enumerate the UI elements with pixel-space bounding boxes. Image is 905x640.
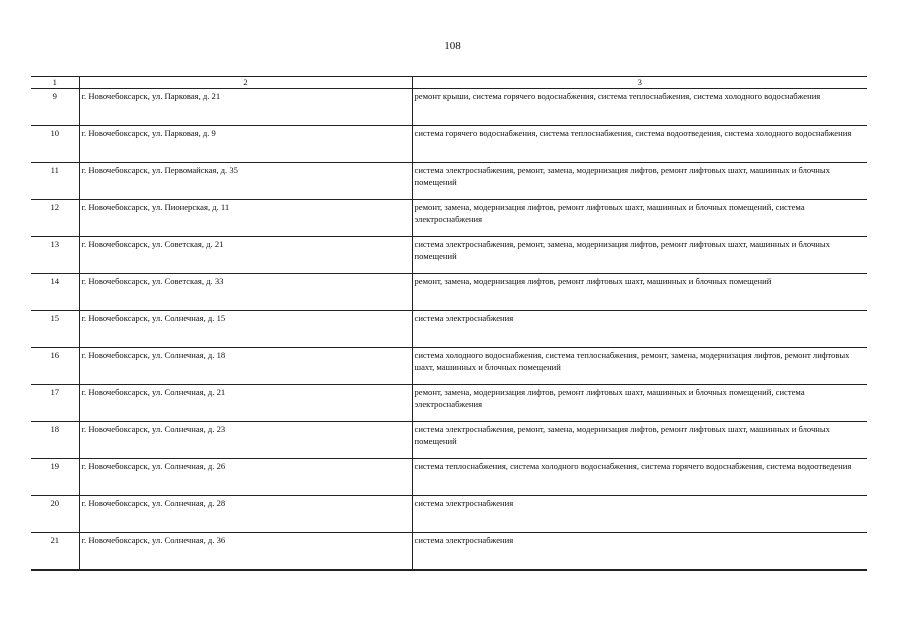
row-address: г. Новочебоксарск, ул. Солнечная, д. 36 bbox=[79, 533, 412, 570]
row-number: 18 bbox=[31, 422, 79, 459]
row-number: 11 bbox=[31, 163, 79, 200]
row-address: г. Новочебоксарск, ул. Первомайская, д. 35 bbox=[79, 163, 412, 200]
row-number: 10 bbox=[31, 126, 79, 163]
row-works: ремонт, замена, модернизация лифтов, ремонт лифтовых шахт, машинных и блочных помещений, система электроснабжения bbox=[412, 200, 867, 237]
row-address: г. Новочебоксарск, ул. Солнечная, д. 28 bbox=[79, 496, 412, 533]
works-table bbox=[31, 76, 867, 571]
table-row bbox=[31, 237, 867, 274]
row-number: 20 bbox=[31, 496, 79, 533]
row-number: 19 bbox=[31, 459, 79, 496]
row-works: система электроснабжения bbox=[412, 496, 867, 533]
row-number: 17 bbox=[31, 385, 79, 422]
row-address: г. Новочебоксарск, ул. Советская, д. 21 bbox=[79, 237, 412, 274]
row-works: система электроснабжения bbox=[412, 533, 867, 570]
table-row bbox=[31, 422, 867, 459]
table-row bbox=[31, 274, 867, 311]
row-works: ремонт, замена, модернизация лифтов, ремонт лифтовых шахт, машинных и блочных помещений bbox=[412, 274, 867, 311]
row-address: г. Новочебоксарск, ул. Солнечная, д. 21 bbox=[79, 385, 412, 422]
row-address: г. Новочебоксарск, ул. Солнечная, д. 15 bbox=[79, 311, 412, 348]
table-row bbox=[31, 459, 867, 496]
header-col-1: 1 bbox=[31, 77, 79, 89]
table-row bbox=[31, 200, 867, 237]
row-number: 21 bbox=[31, 533, 79, 570]
row-works: ремонт крыши, система горячего водоснабжения, система теплоснабжения, система холодного водоснабжения bbox=[412, 89, 867, 126]
row-works: система теплоснабжения, система холодного водоснабжения, система горячего водоснабжения, система водоотведения bbox=[412, 459, 867, 496]
table-row bbox=[31, 126, 867, 163]
row-works: система электроснабжения bbox=[412, 311, 867, 348]
row-works: система горячего водоснабжения, система теплоснабжения, система водоотведения, система холодного водоснабжения bbox=[412, 126, 867, 163]
row-address: г. Новочебоксарск, ул. Солнечная, д. 18 bbox=[79, 348, 412, 385]
row-address: г. Новочебоксарск, ул. Парковая, д. 9 bbox=[79, 126, 412, 163]
row-works: ремонт, замена, модернизация лифтов, ремонт лифтовых шахт, машинных и блочных помещений, система электроснабжения bbox=[412, 385, 867, 422]
table-row bbox=[31, 385, 867, 422]
row-number: 14 bbox=[31, 274, 79, 311]
table-row bbox=[31, 89, 867, 126]
table-row bbox=[31, 533, 867, 570]
row-address: г. Новочебоксарск, ул. Солнечная, д. 23 bbox=[79, 422, 412, 459]
row-number: 12 bbox=[31, 200, 79, 237]
row-address: г. Новочебоксарск, ул. Пионерская, д. 11 bbox=[79, 200, 412, 237]
row-works: система электроснабжения, ремонт, замена, модернизация лифтов, ремонт лифтовых шахт, машинных и блочных помещений bbox=[412, 237, 867, 274]
header-col-2: 2 bbox=[79, 77, 412, 89]
row-number: 13 bbox=[31, 237, 79, 274]
row-address: г. Новочебоксарск, ул. Парковая, д. 21 bbox=[79, 89, 412, 126]
header-row bbox=[31, 77, 867, 89]
row-number: 15 bbox=[31, 311, 79, 348]
page-number: 108 bbox=[444, 40, 461, 52]
table-row bbox=[31, 348, 867, 385]
row-number: 9 bbox=[31, 89, 79, 126]
row-works: система холодного водоснабжения, система теплоснабжения, ремонт, замена, модернизация лифтов, ремонт лифтовых шахт, машинных и блочных помещений bbox=[412, 348, 867, 385]
row-works: система электроснабжения, ремонт, замена, модернизация лифтов, ремонт лифтовых шахт, машинных и блочных помещений bbox=[412, 163, 867, 200]
table-row bbox=[31, 163, 867, 200]
table-row bbox=[31, 311, 867, 348]
row-address: г. Новочебоксарск, ул. Солнечная, д. 26 bbox=[79, 459, 412, 496]
row-address: г. Новочебоксарск, ул. Советская, д. 33 bbox=[79, 274, 412, 311]
row-works: система электроснабжения, ремонт, замена, модернизация лифтов, ремонт лифтовых шахт, машинных и блочных помещений bbox=[412, 422, 867, 459]
table-row bbox=[31, 496, 867, 533]
row-number: 16 bbox=[31, 348, 79, 385]
header-col-3: 3 bbox=[412, 77, 867, 89]
